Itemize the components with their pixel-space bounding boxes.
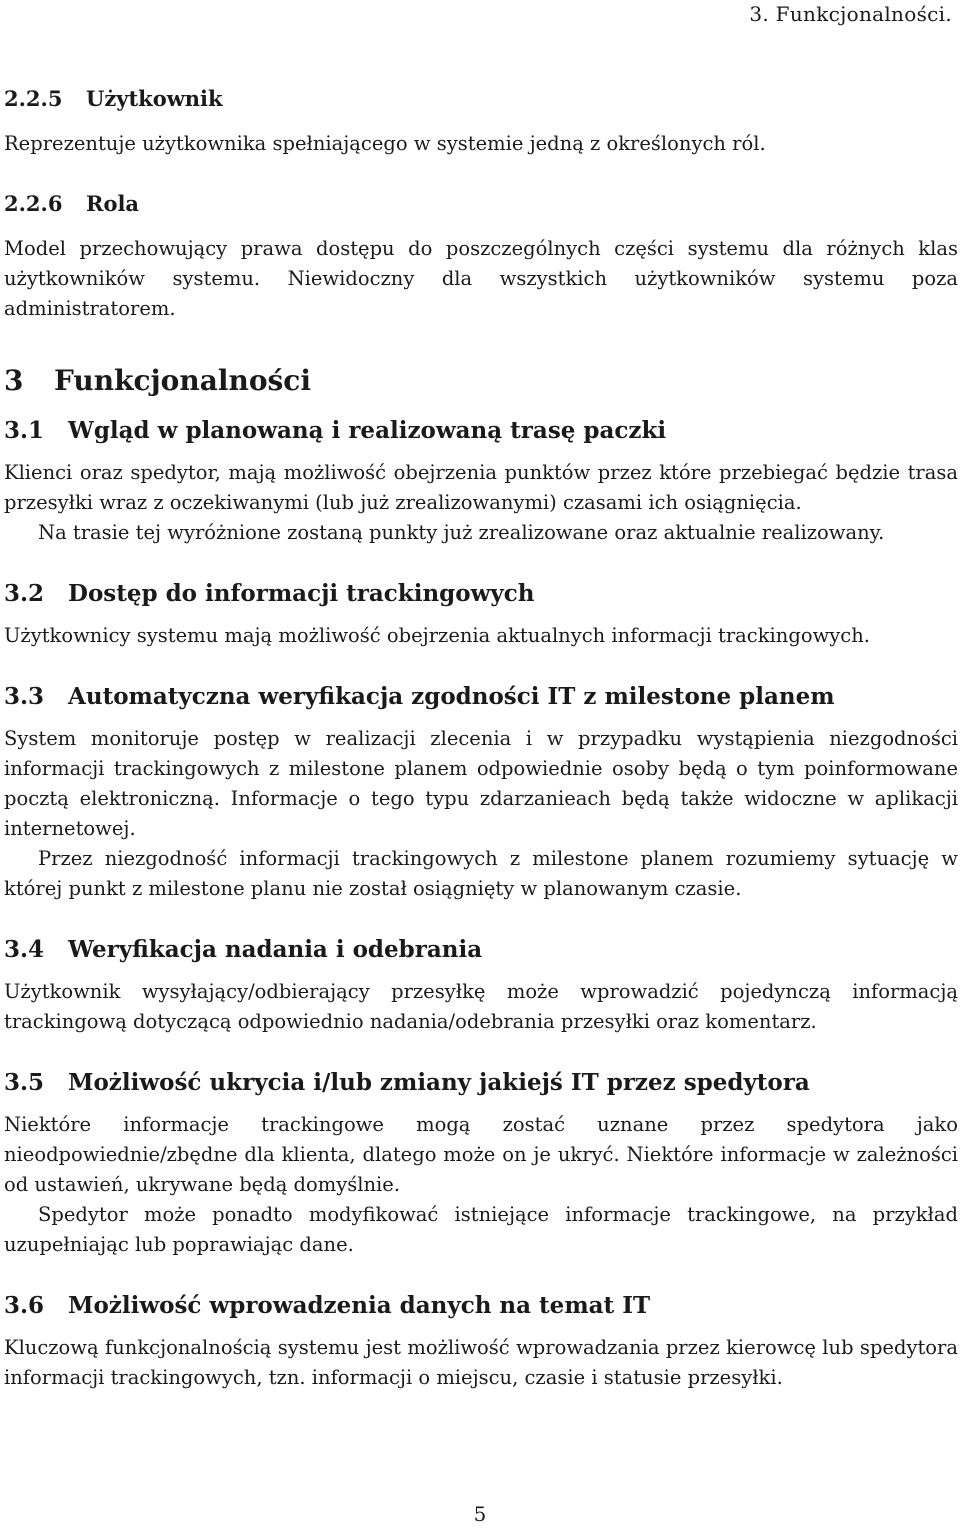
paragraph: Użytkownicy systemu mają możliwość obejrzenia aktualnych informacji trackingowych. <box>4 624 870 647</box>
heading-3-1 <box>4 417 958 444</box>
heading-2-2-6 <box>4 191 958 216</box>
heading-3-4 <box>4 936 958 963</box>
heading-number: 3.1 <box>4 417 45 444</box>
heading-title: Użytkownik <box>86 86 223 111</box>
paragraph: Klienci oraz spedytor, mają możliwość obejrzenia punktów przez które przebiegać będzie trasa przesyłki wraz z oczekiwanymi (lub już zrealizowanymi) czasami ich osiągnięcia. <box>4 461 958 514</box>
heading-number: 3.3 <box>4 683 45 710</box>
page-number: 5 <box>473 1502 487 1526</box>
heading-number: 2.2.6 <box>4 191 63 216</box>
running-header: 3. Funkcjonalności. <box>749 2 952 26</box>
heading-3-3 <box>4 683 958 710</box>
heading-3-6 <box>4 1292 958 1319</box>
page-content <box>4 86 958 1393</box>
heading-number: 3.4 <box>4 936 45 963</box>
heading-number: 3.5 <box>4 1069 45 1096</box>
heading-title: Automatyczna weryfikacja zgodności IT z milestone planem <box>68 683 835 710</box>
paragraph: Niektóre informacje trackingowe mogą zostać uznane przez spedytora jako nieodpowiednie/zbędne dla klienta, dlatego może on je ukryć. Niektóre informacje w zależności od ustawień, ukrywane będą domyślnie. <box>4 1113 958 1196</box>
paragraph: Na trasie tej wyróżnione zostaną punkty już zrealizowane oraz aktualnie realizowany. <box>38 521 885 544</box>
paragraph: Spedytor może ponadto modyfikować istniejące informacje trackingowe, na przykład uzupełniając lub poprawiając dane. <box>4 1203 958 1256</box>
heading-title: Rola <box>86 191 140 216</box>
heading-title: Funkcjonalności <box>54 364 311 397</box>
heading-2-2-5 <box>4 86 958 111</box>
heading-number: 2.2.5 <box>4 86 63 111</box>
paragraph: Model przechowujący prawa dostępu do poszczególnych części systemu dla różnych klas użytkowników systemu. Niewidoczny dla wszystkich użytkowników systemu poza administratorem. <box>4 237 958 320</box>
heading-title: Możliwość wprowadzenia danych na temat IT <box>68 1292 651 1319</box>
paragraph: Przez niezgodność informacji trackingowych z milestone planem rozumiemy sytuację w której punkt z milestone planu nie został osiągnięty w planowanym czasie. <box>4 847 958 900</box>
heading-number: 3.6 <box>4 1292 45 1319</box>
heading-title: Wgląd w planowaną i realizowaną trasę paczki <box>68 417 667 444</box>
heading-section-3 <box>4 364 958 397</box>
paragraph: Użytkownik wysyłający/odbierający przesyłkę może wprowadzić pojedynczą informacją trackingową dotyczącą odpowiednio nadania/odebrania przesyłki oraz komentarz. <box>4 980 958 1033</box>
paragraph: System monitoruje postęp w realizacji zlecenia i w przypadku wystąpienia niezgodności informacji trackingowych z milestone planem odpowiednie osoby będą o tym poinformowane pocztą elektroniczną. Informacje o tego typu zdarzanieach będą także widoczne w aplikacji internetowej. <box>4 727 958 840</box>
heading-title: Weryfikacja nadania i odebrania <box>68 936 483 963</box>
heading-number: 3 <box>4 364 24 397</box>
heading-number: 3.2 <box>4 580 45 607</box>
heading-3-5 <box>4 1069 958 1096</box>
paragraph: Reprezentuje użytkownika spełniającego w systemie jedną z określonych ról. <box>4 132 766 155</box>
heading-3-2 <box>4 580 958 607</box>
paragraph: Kluczową funkcjonalnością systemu jest możliwość wprowadzania przez kierowcę lub spedytora informacji trackingowych, tzn. informacji o miejscu, czasie i statusie przesyłki. <box>4 1336 958 1389</box>
heading-title: Możliwość ukrycia i/lub zmiany jakiejś IT przez spedytora <box>68 1069 810 1096</box>
heading-title: Dostęp do informacji trackingowych <box>68 580 535 607</box>
